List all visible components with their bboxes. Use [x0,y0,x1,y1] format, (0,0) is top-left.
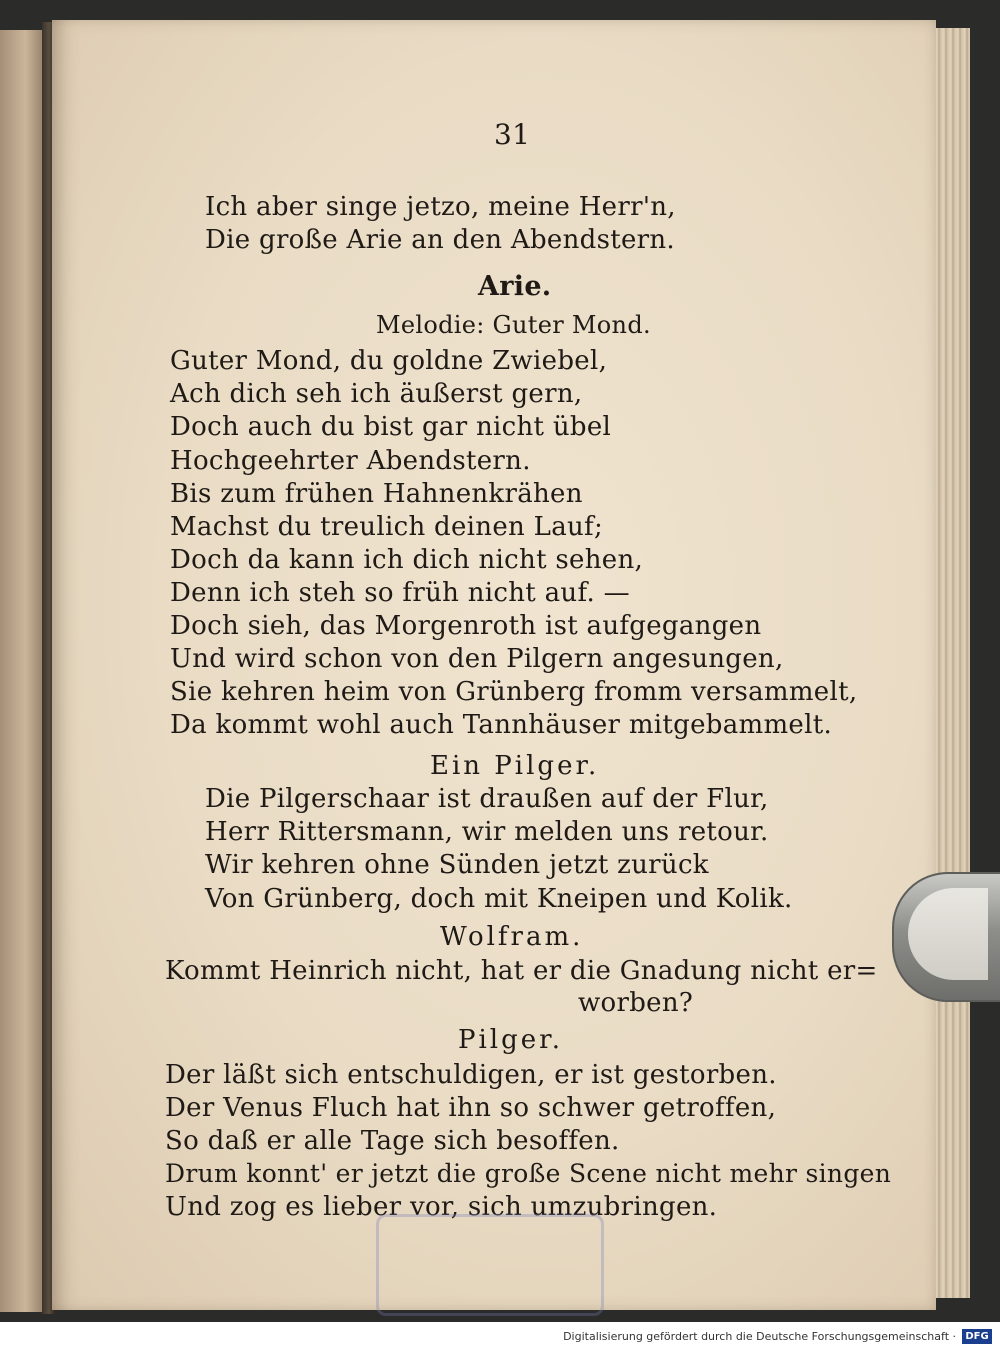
verse-line: Doch sieh, das Morgenroth ist aufgegangen [170,611,762,641]
section-heading: Arie. [478,271,552,302]
speaker-heading: Ein Pilger. [430,751,600,781]
melody-note: Melodie: Guter Mond. [376,311,651,339]
verse-line: Guter Mond, du goldne Zwiebel, [170,346,608,376]
verse-line: Und zog es lieber vor, sich umzubringen. [165,1192,718,1222]
verse-line: Doch auch du bist gar nicht übel [170,412,612,442]
verse-line: Hochgeehrter Abendstern. [170,446,531,476]
verse-line-continuation: worben? [578,988,694,1018]
library-stamp [376,1214,604,1316]
verse-line: Bis zum frühen Hahnenkrähen [170,479,583,509]
verse-line: Der läßt sich entschuldigen, er ist gestorben. [165,1060,777,1090]
left-page-edge [0,30,46,1312]
funding-credit: Digitalisierung gefördert durch die Deutsche Forschungsgemeinschaft · [563,1330,956,1343]
verse-line: Sie kehren heim von Grünberg fromm versammelt, [170,677,858,707]
dfg-logo: DFG [962,1329,992,1344]
page-clip [892,872,1000,1002]
verse-line: Die große Arie an den Abendstern. [205,225,675,255]
verse-line: Drum konnt' er jetzt die große Scene nicht mehr singen [165,1159,892,1188]
verse-line: So daß er alle Tage sich besoffen. [165,1126,620,1156]
verse-line: Da kommt wohl auch Tannhäuser mitgebammelt. [170,710,833,740]
footer-bar [0,1322,1000,1352]
verse-line: Der Venus Fluch hat ihn so schwer getroffen, [165,1093,777,1123]
verse-line: Ach dich seh ich äußerst gern, [170,379,583,409]
verse-line: Herr Rittersmann, wir melden uns retour. [205,817,769,847]
speaker-heading: Pilger. [458,1025,563,1055]
verse-line: Machst du treulich deinen Lauf; [170,512,604,542]
verse-line: Kommt Heinrich nicht, hat er die Gnadung nicht er= [165,956,878,986]
verse-line: Und wird schon von den Pilgern angesungen, [170,644,784,674]
speaker-heading: Wolfram. [440,922,584,952]
verse-line: Ich aber singe jetzo, meine Herr'n, [205,192,676,222]
verse-line: Doch da kann ich dich nicht sehen, [170,545,644,575]
verse-line: Denn ich steh so früh nicht auf. — [170,578,630,608]
verse-line: Von Grünberg, doch mit Kneipen und Kolik. [205,884,793,914]
verse-line: Wir kehren ohne Sünden jetzt zurück [205,850,709,880]
verse-line: Die Pilgerschaar ist draußen auf der Flur, [205,784,769,814]
page-number: 31 [494,118,531,151]
